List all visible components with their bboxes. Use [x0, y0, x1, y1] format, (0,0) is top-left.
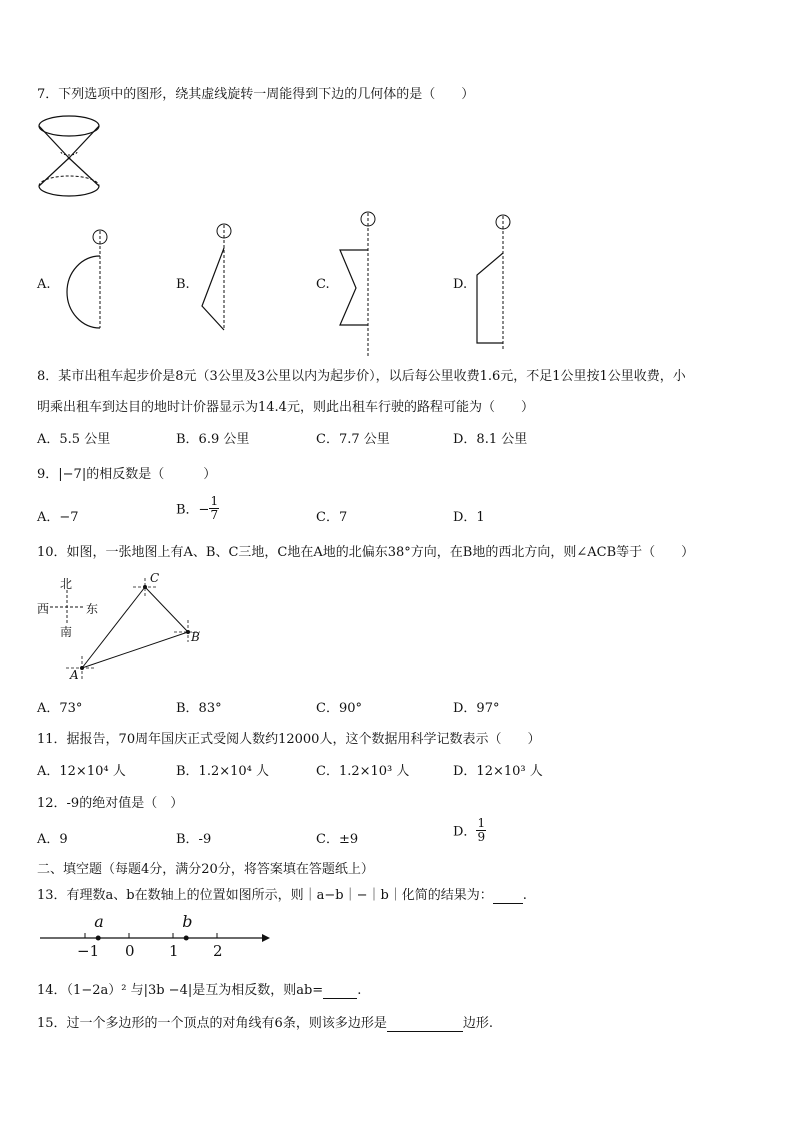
compass-east: 东: [86, 602, 99, 616]
number-line-label: 0: [125, 942, 135, 960]
number-line-point-a-label: a: [94, 912, 104, 931]
section-fill-in-blank-heading: 二、填空题（每题4分，满分20分，将答案填在答题纸上）: [37, 862, 374, 877]
q15-stem: [37, 1012, 493, 1032]
q8-option-a[interactable]: A．5.5 公里: [37, 432, 111, 447]
q15-stem-text: 15．过一个多边形的一个顶点的对角线有6条，则该多边形是: [37, 1016, 387, 1031]
q11-stem: 11．据报告，70周年国庆正式受阅人数约12000人，这个数据用科学记数表示（ ）: [37, 732, 541, 747]
q12-option-d-numerator: 1: [477, 816, 486, 830]
q13-stem-text: 13．有理数a、b在数轴上的位置如图所示，则｜a−b｜−｜b｜化简的结果为：: [37, 888, 493, 903]
q13-number-line: [40, 910, 270, 965]
q7-figure-d: [472, 213, 512, 353]
q8-option-b[interactable]: B．6.9 公里: [176, 432, 250, 447]
q8-option-d[interactable]: D．8.1 公里: [453, 432, 528, 447]
q11-option-c[interactable]: C．1.2×10³ 人: [316, 764, 410, 779]
q11-option-b[interactable]: B．1.2×10⁴ 人: [176, 764, 270, 779]
q10-option-a[interactable]: A．73°: [37, 701, 83, 716]
q15-end: 边形.: [462, 1016, 493, 1031]
q12-option-d-denominator: 9: [477, 829, 486, 844]
point-b-label: B: [191, 630, 200, 644]
compass-north: 北: [60, 577, 73, 591]
q9-abs-expression: |−7|: [58, 467, 87, 482]
q14-stem-text: 14．（1−2a）² 与|3b −4|是互为相反数，则ab=: [37, 983, 324, 998]
q15-answer-blank[interactable]: [387, 1016, 463, 1032]
q11-option-a[interactable]: A．12×10⁴ 人: [37, 764, 126, 779]
q7-option-b[interactable]: B.: [176, 277, 190, 292]
q12-option-b[interactable]: B．-9: [176, 832, 212, 847]
q10-option-b[interactable]: B．83°: [176, 701, 222, 716]
number-line-label: 2: [213, 942, 223, 960]
q9-option-a[interactable]: A．−7: [37, 510, 79, 525]
q7-solid-figure: [36, 112, 106, 204]
q14-end: .: [357, 983, 362, 998]
q9-option-b-denominator: 7: [210, 507, 219, 522]
q9-option-b-numerator: 1: [210, 494, 219, 508]
number-line-point-b: [184, 936, 189, 941]
q10-option-d[interactable]: D．97°: [453, 701, 500, 716]
q8-stem-line2: 明乘出租车到达目的地时计价器显示为14.4元，则此出租车行驶的路程可能为（ ）: [37, 400, 534, 415]
number-line-label: −1: [77, 942, 100, 960]
q9-option-b-prefix: B．−: [176, 502, 210, 518]
number-line-point-b-label: b: [182, 912, 193, 931]
q14-answer-blank[interactable]: [323, 983, 357, 999]
q12-option-c[interactable]: C．±9: [316, 832, 359, 847]
compass-south: 南: [60, 625, 73, 639]
q7-figure-a: [60, 228, 110, 333]
q7-figure-c: [336, 210, 380, 358]
q12-option-d-prefix: D．: [453, 824, 477, 840]
q7-option-c[interactable]: C.: [316, 277, 330, 292]
q9-stem: [37, 463, 216, 482]
compass-west: 西: [37, 602, 50, 616]
q7-option-d[interactable]: D.: [453, 277, 468, 292]
q13-end: .: [522, 888, 527, 903]
q9-option-b-fraction: [209, 495, 219, 521]
q7-figure-b: [198, 222, 238, 332]
q9-option-d[interactable]: D．1: [453, 510, 485, 525]
q9-number: 9．: [37, 467, 59, 482]
q13-answer-blank[interactable]: [493, 888, 523, 904]
q14-stem: [37, 979, 361, 999]
point-c-label: C: [150, 571, 160, 585]
point-a-label: A: [70, 668, 79, 682]
q9-option-c[interactable]: C．7: [316, 510, 348, 525]
q10-stem: 10．如图，一张地图上有A、B、C三地，C地在A地的北偏东38°方向，在B地的西北方向，则∠ACB等于（ ）: [37, 545, 695, 560]
q12-option-d[interactable]: [453, 817, 486, 843]
q7-option-a[interactable]: A.: [37, 277, 51, 292]
q9-option-b[interactable]: [176, 495, 219, 521]
q9-stem-rest: 的相反数是（ ）: [86, 467, 217, 482]
q13-stem: [37, 884, 527, 904]
q11-option-d[interactable]: D．12×10³ 人: [453, 764, 543, 779]
q8-option-c[interactable]: C．7.7 公里: [316, 432, 390, 447]
q8-stem-line1: 8．某市出租车起步价是8元（3公里及3公里以内为起步价），以后每公里收费1.6元，不足1公里按1公里收费，小: [37, 369, 686, 384]
q7-stem: 7．下列选项中的图形，绕其虚线旋转一周能得到下边的几何体的是（ ）: [37, 87, 475, 102]
q12-option-d-fraction: [476, 817, 486, 843]
q12-stem: 12．-9的绝对值是（ ）: [37, 796, 184, 811]
number-line-label: 1: [169, 942, 179, 960]
q10-option-c[interactable]: C．90°: [316, 701, 362, 716]
q12-option-a[interactable]: A．9: [37, 832, 68, 847]
number-line-point-a: [96, 936, 101, 941]
